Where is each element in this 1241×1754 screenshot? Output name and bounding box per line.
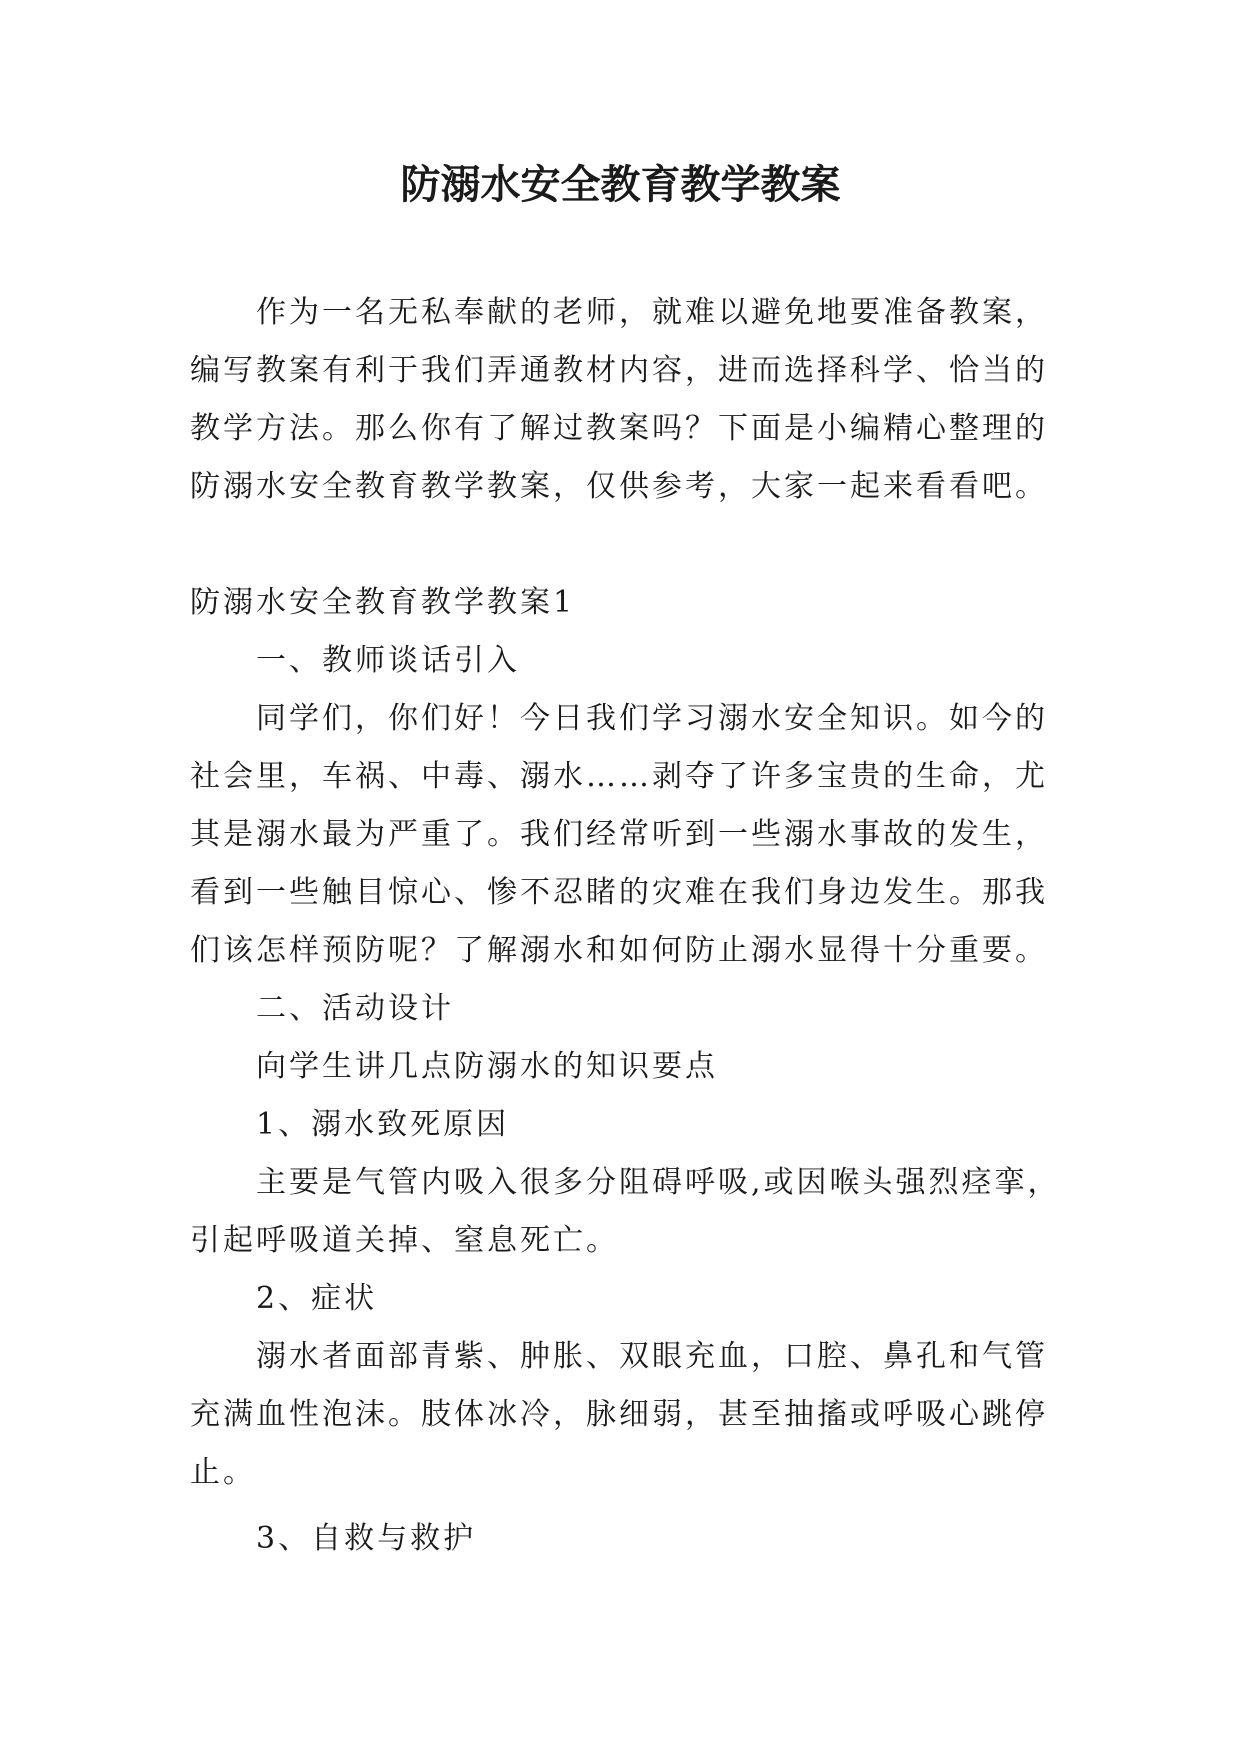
item2-heading: 2、症状 (256, 1281, 378, 1316)
intro-paragraph: 作为一名无私奉献的老师，就难以避免地要准备教案，编写教案有利于我们弄通教材内容，进而选择科学、恰当的教学方法。那么你有了解过教案吗？下面是小编精心整理的防溺水安全教育教学教案，仅供参考，大家一起来看看吧。 (190, 295, 1048, 504)
section-heading: 防溺水安全教育教学教案1 (190, 585, 576, 620)
item1-heading: 1、溺水致死原因 (256, 1107, 510, 1142)
document-body (190, 284, 1070, 1568)
item2-paragraph: 溺水者面部青紫、肿胀、双眼充血，口腔、鼻孔和气管充满血性泡沫。肢体冰冷，脉细弱，甚至抽搐或呼吸心跳停止。 (190, 1339, 1048, 1490)
item1-paragraph: 主要是气管内吸入很多分阻碍呼吸,或因喉头强烈痉挛，引起呼吸道关掉、窒息死亡。 (190, 1165, 1061, 1258)
part1-heading: 一、教师谈话引入 (256, 643, 520, 678)
part2-intro: 向学生讲几点防溺水的知识要点 (256, 1049, 718, 1084)
part2-heading: 二、活动设计 (256, 991, 454, 1026)
document-title: 防溺水安全教育教学教案 (400, 161, 841, 208)
part1-paragraph: 同学们，你们好！今日我们学习溺水安全知识。如今的社会里，车祸、中毒、溺水……剥夺了许多宝贵的生命，尤其是溺水最为严重了。我们经常听到一些溺水事故的发生，看到一些触目惊心、惨不忍睹的灾难在我们身边发生。那我们该怎样预防呢？了解溺水和如何防止溺水显得十分重要。 (190, 701, 1048, 968)
item3-heading: 3、自救与救护 (256, 1521, 477, 1556)
